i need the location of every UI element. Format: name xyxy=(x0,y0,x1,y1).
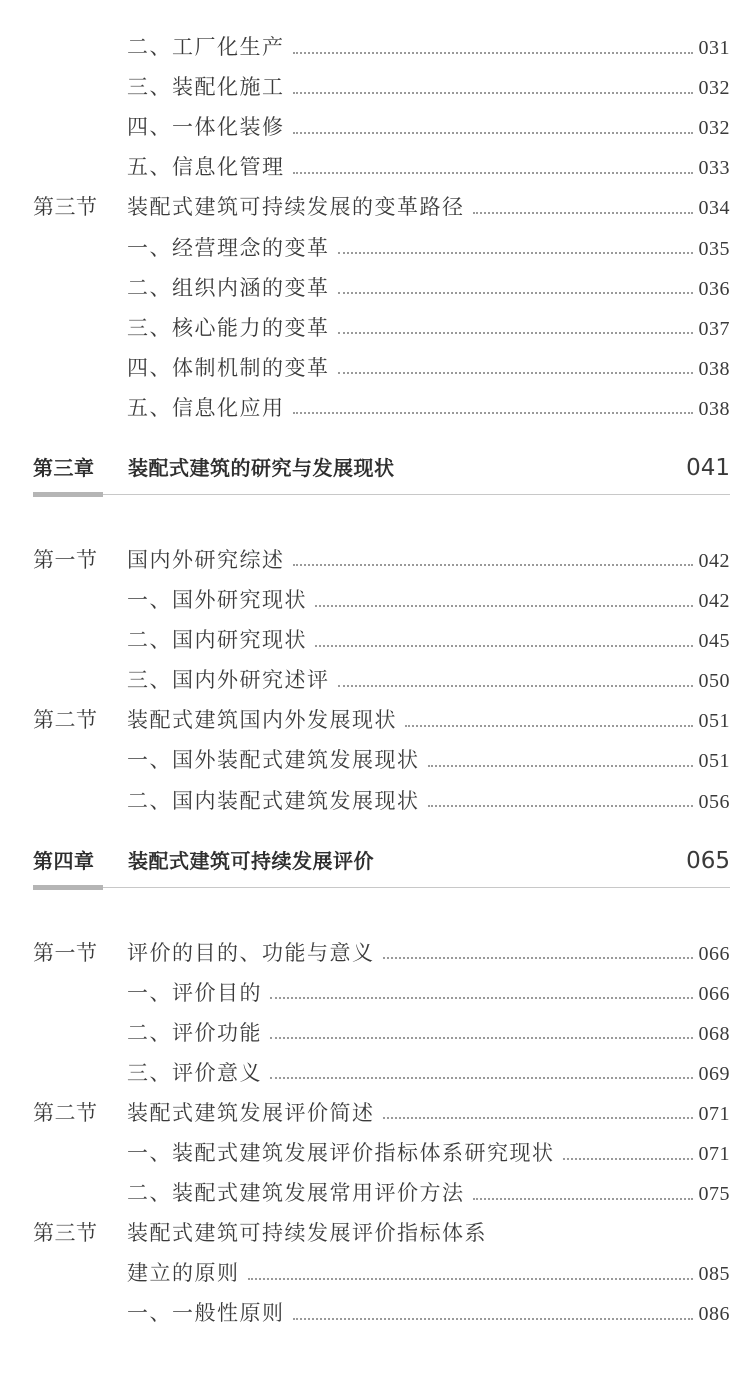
entry-page-number: 045 xyxy=(698,630,730,653)
entry-title: 四、体制机制的变革 xyxy=(127,355,330,380)
entry-page-number: 051 xyxy=(698,750,730,773)
dot-leader xyxy=(293,412,693,414)
toc-entry-row[interactable] xyxy=(0,976,750,1010)
entry-title: 三、国内外研究述评 xyxy=(127,668,330,693)
entry-title: 装配式建筑国内外发展现状 xyxy=(127,708,397,733)
chapter-accent-bar xyxy=(33,492,103,497)
toc-section-row[interactable] xyxy=(0,1216,750,1250)
entry-page-number: 032 xyxy=(698,77,730,100)
entry-page-number: 051 xyxy=(698,710,730,733)
section-number: 第三节 xyxy=(33,195,98,220)
toc-entry-row[interactable] xyxy=(0,1136,750,1170)
entry-title: 四、一体化装修 xyxy=(127,115,285,140)
entry-title: 国内外研究综述 xyxy=(127,547,285,572)
toc-entry-row[interactable] xyxy=(0,623,750,657)
entry-page-number: 037 xyxy=(698,317,730,340)
entry-title: 三、核心能力的变革 xyxy=(127,315,330,340)
entry-page-number: 066 xyxy=(698,942,730,965)
entry-page-number: 036 xyxy=(698,277,730,300)
dot-leader xyxy=(270,997,693,999)
dot-leader xyxy=(293,52,693,54)
dot-leader xyxy=(338,332,693,334)
dot-leader xyxy=(293,132,693,134)
entry-title: 二、评价功能 xyxy=(127,1020,262,1045)
dot-leader xyxy=(338,292,693,294)
entry-page-number: 031 xyxy=(698,37,730,59)
entry-title: 二、装配式建筑发展常用评价方法 xyxy=(127,1181,465,1206)
dot-leader xyxy=(338,685,693,687)
toc-entry-row[interactable] xyxy=(0,583,750,617)
dot-leader xyxy=(338,252,693,254)
chapter-title: 装配式建筑的研究与发展现状 xyxy=(128,455,395,480)
dot-leader xyxy=(338,372,693,374)
dot-leader xyxy=(383,1117,693,1119)
dot-leader xyxy=(270,1037,693,1039)
entry-title: 装配式建筑可持续发展评价指标体系 xyxy=(127,1221,487,1246)
entry-page-number: 033 xyxy=(698,157,730,180)
entry-title: 三、评价意义 xyxy=(127,1060,262,1085)
toc-entry-row[interactable] xyxy=(0,391,750,425)
chapter-page-number: 065 xyxy=(686,847,730,874)
section-number: 第二节 xyxy=(33,1100,98,1125)
entry-page-number: 038 xyxy=(698,357,730,380)
toc-entry-row[interactable] xyxy=(0,110,750,144)
entry-title: 二、国内装配式建筑发展现状 xyxy=(127,788,420,813)
chapter-divider xyxy=(33,494,730,495)
entry-page-number: 069 xyxy=(698,1062,730,1085)
entry-title: 一、国外研究现状 xyxy=(127,588,307,612)
toc-entry-row[interactable] xyxy=(0,70,750,104)
entry-page-number: 075 xyxy=(698,1183,730,1206)
toc-entry-row[interactable] xyxy=(0,30,750,64)
section-number: 第一节 xyxy=(33,940,98,965)
chapter-page-number: 041 xyxy=(686,454,730,481)
entry-page-number: 071 xyxy=(698,1102,730,1125)
entry-title: 评价的目的、功能与意义 xyxy=(127,940,375,965)
entry-title: 一、评价目的 xyxy=(127,980,262,1005)
dot-leader xyxy=(270,1077,693,1079)
entry-page-number: 066 xyxy=(698,982,730,1005)
toc-entry-row[interactable] xyxy=(0,351,750,385)
chapter-divider xyxy=(33,887,730,888)
toc-entry-row[interactable] xyxy=(0,784,750,818)
chapter-heading[interactable] xyxy=(33,844,730,884)
entry-page-number: 035 xyxy=(698,237,730,260)
toc-section-row[interactable] xyxy=(0,936,750,970)
entry-title: 五、信息化管理 xyxy=(127,155,285,180)
entry-page-number: 032 xyxy=(698,117,730,140)
toc-entry-row[interactable] xyxy=(0,743,750,777)
toc-section-row[interactable] xyxy=(0,190,750,224)
dot-leader xyxy=(293,1318,693,1320)
dot-leader xyxy=(248,1278,693,1280)
entry-page-number: 056 xyxy=(698,790,730,813)
entry-page-number: 086 xyxy=(698,1303,730,1326)
entry-title: 三、装配化施工 xyxy=(127,75,285,100)
entry-title: 五、信息化应用 xyxy=(127,395,285,420)
chapter-accent-bar xyxy=(33,885,103,890)
dot-leader xyxy=(405,725,693,727)
entry-page-number: 038 xyxy=(698,397,730,420)
entry-title: 装配式建筑可持续发展的变革路径 xyxy=(127,195,465,220)
dot-leader xyxy=(428,765,693,767)
dot-leader xyxy=(293,92,693,94)
entry-page-number: 034 xyxy=(698,197,730,220)
toc-entry-row[interactable] xyxy=(0,1176,750,1210)
dot-leader xyxy=(293,172,693,174)
section-number: 第三节 xyxy=(33,1221,98,1246)
entry-page-number: 068 xyxy=(698,1022,730,1045)
entry-title: 一、装配式建筑发展评价指标体系研究现状 xyxy=(127,1141,555,1165)
section-number: 第一节 xyxy=(33,547,98,572)
toc-entry-row[interactable] xyxy=(0,271,750,305)
dot-leader xyxy=(563,1158,693,1160)
entry-page-number: 050 xyxy=(698,670,730,693)
chapter-title: 装配式建筑可持续发展评价 xyxy=(128,848,374,873)
toc-section-row[interactable] xyxy=(0,543,750,577)
toc-entry-row[interactable] xyxy=(0,1016,750,1050)
toc-entry-row[interactable] xyxy=(0,1056,750,1090)
toc-entry-row[interactable] xyxy=(0,150,750,184)
toc-entry-row[interactable] xyxy=(0,231,750,265)
dot-leader xyxy=(293,564,693,566)
section-number: 第二节 xyxy=(33,708,98,733)
dot-leader xyxy=(428,805,693,807)
dot-leader xyxy=(315,645,693,647)
toc-section-row[interactable] xyxy=(0,703,750,737)
dot-leader xyxy=(473,1198,693,1200)
dot-leader xyxy=(315,605,693,607)
chapter-heading[interactable] xyxy=(33,451,730,491)
toc-entry-row[interactable] xyxy=(0,1256,750,1290)
toc-entry-row[interactable] xyxy=(0,311,750,345)
entry-page-number: 071 xyxy=(698,1143,730,1165)
entry-title: 二、工厂化生产 xyxy=(127,35,285,59)
chapter-number: 第三章 xyxy=(33,455,95,480)
entry-title: 一、国外装配式建筑发展现状 xyxy=(127,748,420,773)
entry-title: 一、一般性原则 xyxy=(127,1301,285,1326)
entry-page-number: 042 xyxy=(698,549,730,572)
entry-page-number: 085 xyxy=(698,1263,730,1286)
toc-section-row[interactable] xyxy=(0,1096,750,1130)
entry-title: 二、组织内涵的变革 xyxy=(127,275,330,300)
entry-title: 一、经营理念的变革 xyxy=(127,235,330,260)
chapter-number: 第四章 xyxy=(33,848,95,873)
dot-leader xyxy=(383,957,693,959)
entry-title: 装配式建筑发展评价简述 xyxy=(127,1100,375,1125)
dot-leader xyxy=(473,212,693,214)
toc-entry-row[interactable] xyxy=(0,663,750,697)
toc-entry-row[interactable] xyxy=(0,1296,750,1330)
entry-title: 建立的原则 xyxy=(127,1261,240,1286)
entry-page-number: 042 xyxy=(698,590,730,612)
entry-title: 二、国内研究现状 xyxy=(127,628,307,653)
